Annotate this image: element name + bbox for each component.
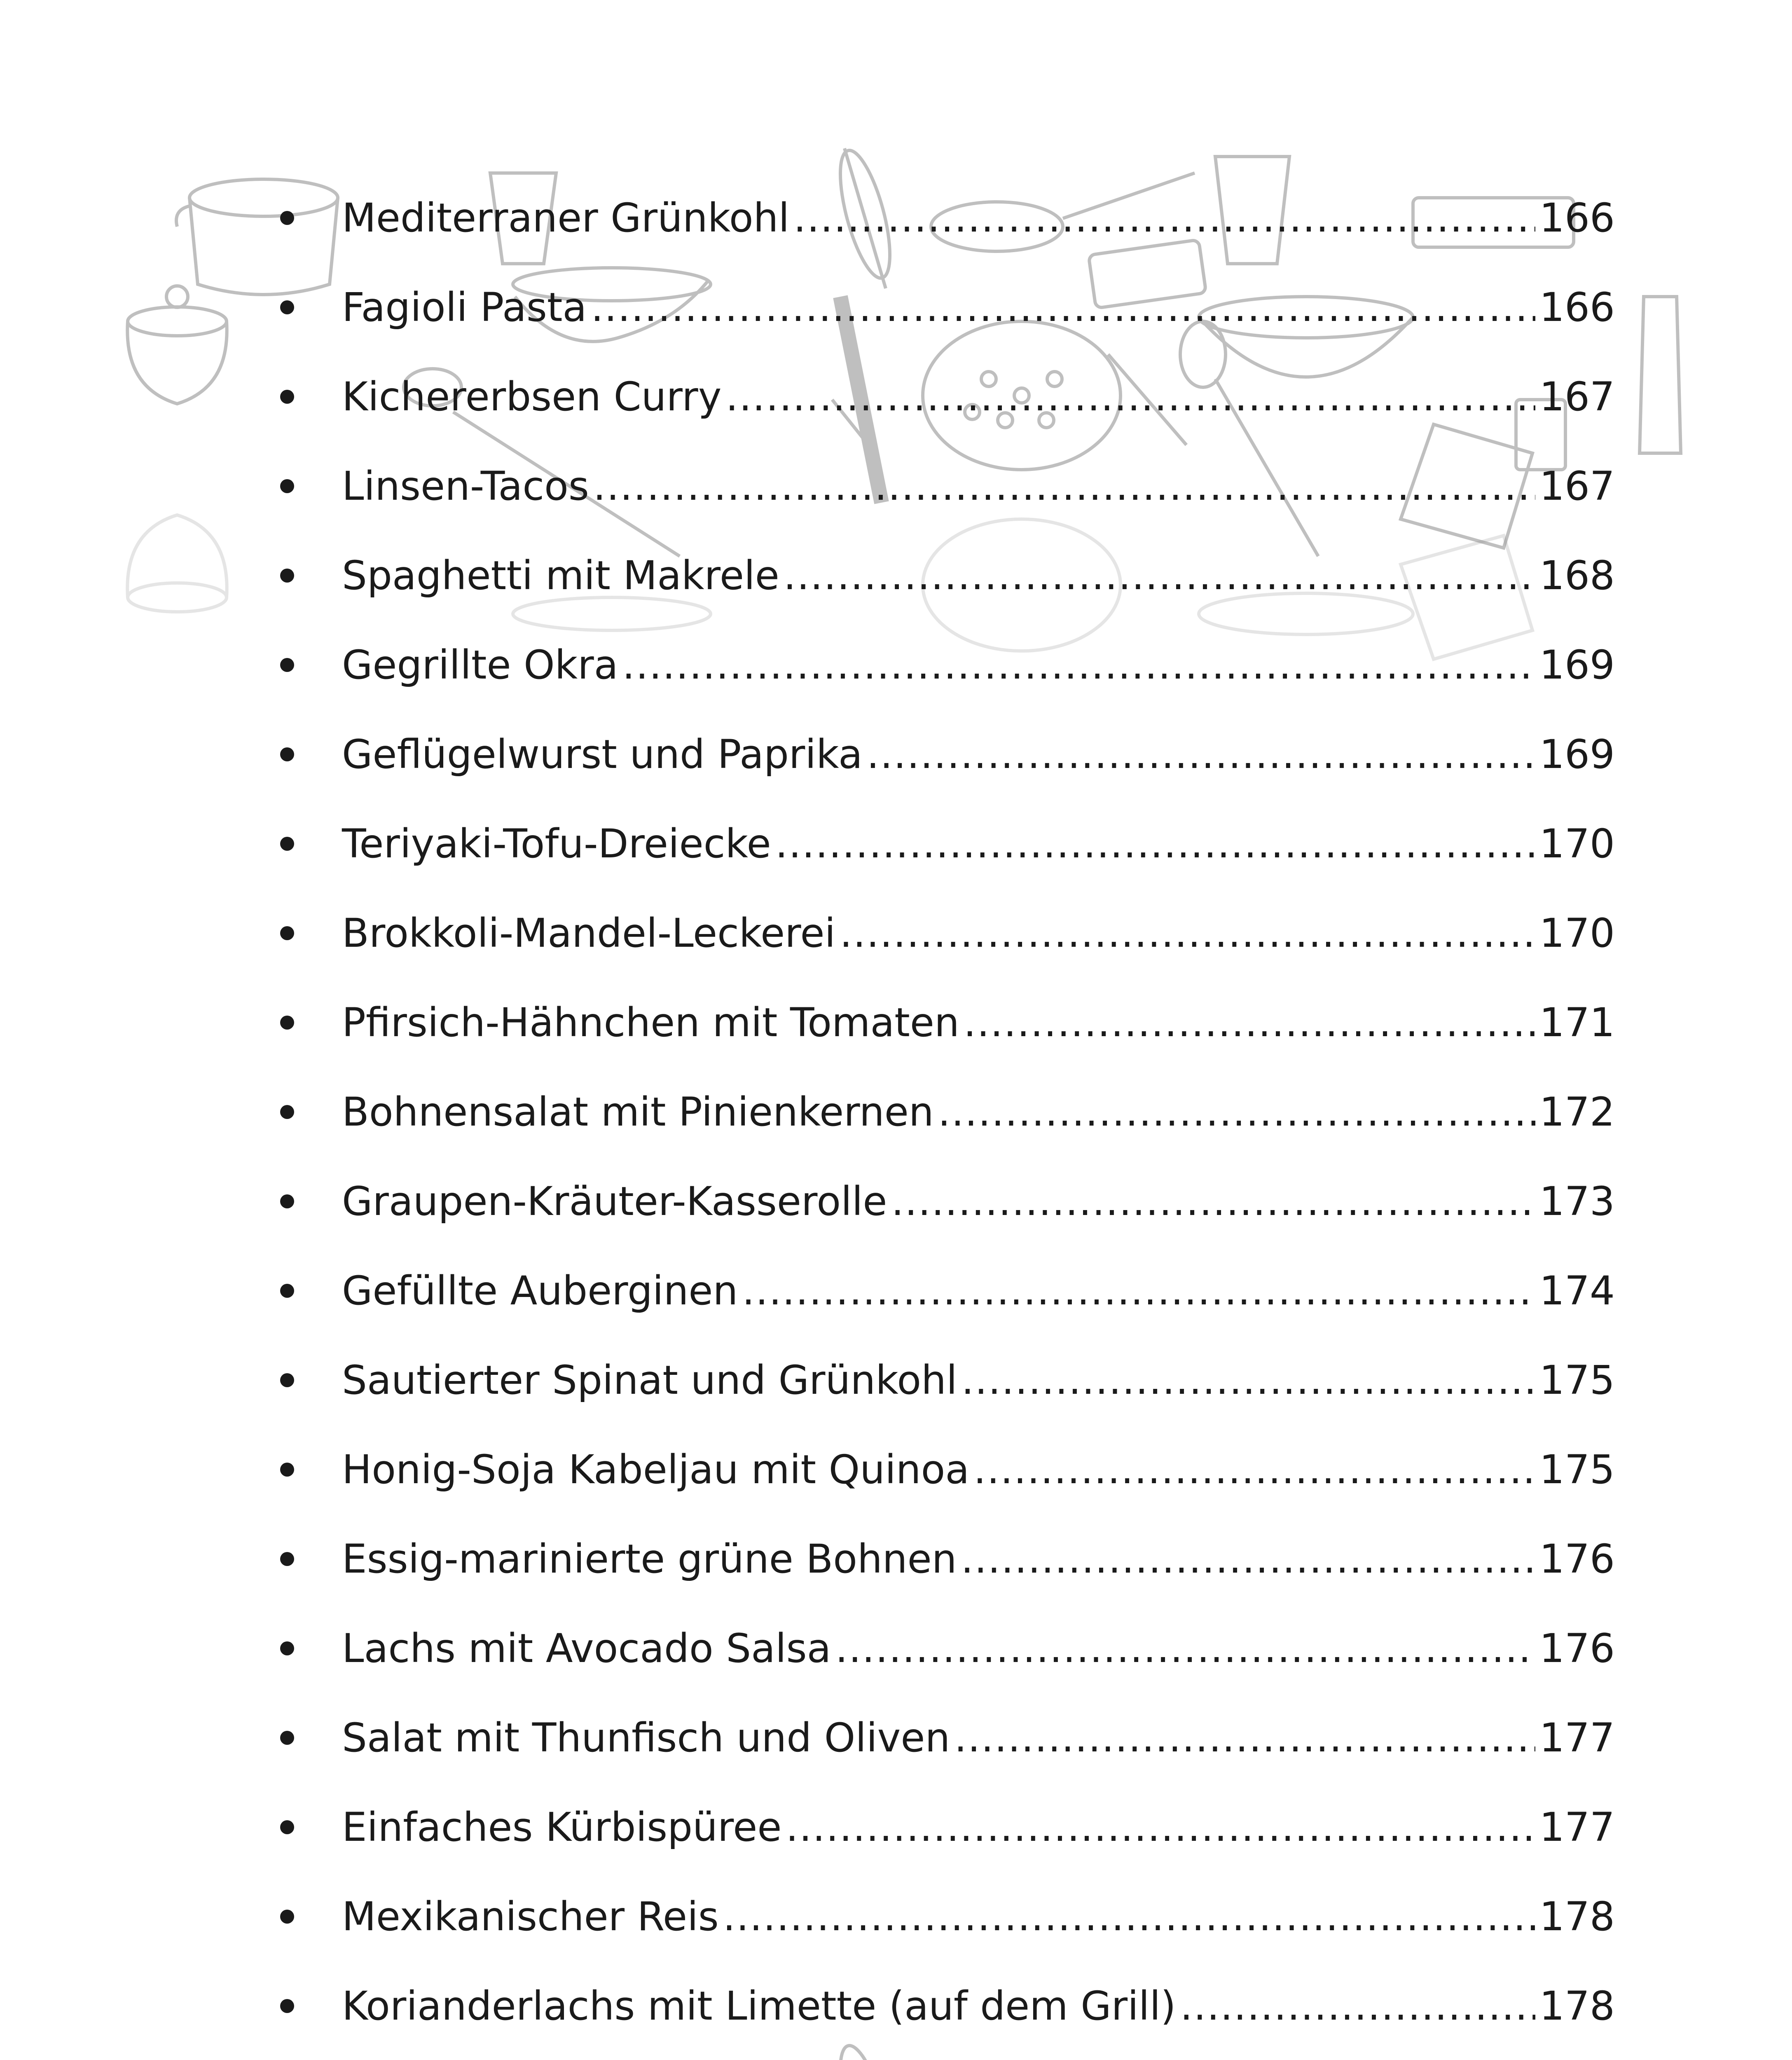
- dot-leader: [961, 1539, 1535, 1579]
- bullet-icon: [280, 569, 294, 583]
- toc-entry-line: [342, 1446, 1615, 1493]
- toc-entry[interactable]: [280, 620, 1615, 709]
- dot-leader: [793, 198, 1535, 238]
- bullet-icon: [280, 658, 294, 672]
- toc-entry-page-number: 175: [1539, 1446, 1615, 1493]
- toc-entry[interactable]: [280, 1693, 1615, 1782]
- toc-entry-page-number: 167: [1539, 373, 1615, 420]
- toc-entry-line: [342, 463, 1615, 509]
- toc-entry-title: Gegrillte Okra: [342, 641, 618, 688]
- toc-entry-title: Essig-marinierte grüne Bohnen: [342, 1536, 957, 1582]
- dot-leader: [622, 645, 1535, 685]
- dot-leader: [962, 1360, 1535, 1400]
- toc-entry[interactable]: [280, 1246, 1615, 1335]
- toc-entry-line: [342, 641, 1615, 688]
- toc-entry-page-number: 166: [1539, 284, 1615, 330]
- dot-leader: [867, 735, 1535, 774]
- toc-entry-line: [342, 1625, 1615, 1671]
- bullet-icon: [280, 211, 294, 225]
- toc-entry-page-number: 177: [1539, 1714, 1615, 1761]
- toc-entry-line: [342, 1804, 1615, 1850]
- toc-entry-line: [342, 284, 1615, 330]
- toc-entry[interactable]: [280, 441, 1615, 531]
- toc-entry-page-number: 172: [1539, 1089, 1615, 1135]
- bullet-icon: [280, 1373, 294, 1387]
- dot-leader: [973, 1450, 1535, 1489]
- toc-entry-line: [342, 1714, 1615, 1761]
- bullet-icon: [280, 1641, 294, 1655]
- dot-leader: [775, 824, 1535, 864]
- toc-entry-title: Kichererbsen Curry: [342, 373, 722, 420]
- toc-entry-title: Salat mit Thunfisch und Oliven: [342, 1714, 950, 1761]
- toc-entry-title: Brokkoli-Mandel-Leckerei: [342, 910, 836, 956]
- dot-leader: [723, 1897, 1535, 1936]
- toc-entry-line: [342, 552, 1615, 599]
- bullet-icon: [280, 1731, 294, 1745]
- toc-entry[interactable]: [280, 1604, 1615, 1693]
- table-of-contents: [280, 173, 1615, 2060]
- toc-entry-line: [342, 731, 1615, 777]
- toc-entry-line: [342, 373, 1615, 420]
- toc-entry-title: Fagioli Pasta: [342, 284, 587, 330]
- toc-entry-title: Sautierter Spinat und Grünkohl: [342, 1357, 957, 1403]
- toc-entry-page-number: 175: [1539, 1357, 1615, 1403]
- toc-entry[interactable]: [280, 799, 1615, 888]
- toc-entry-title: Korianderlachs mit Limette (auf dem Grill): [342, 1983, 1176, 2029]
- toc-entry-title: Mediterraner Grünkohl: [342, 194, 790, 241]
- toc-entry-title: Lachs mit Avocado Salsa: [342, 1625, 831, 1671]
- toc-entry-page-number: 173: [1539, 1178, 1615, 1224]
- toc-entry-line: [342, 1178, 1615, 1224]
- toc-entry-page-number: 170: [1539, 910, 1615, 956]
- toc-entry-page-number: 169: [1539, 641, 1615, 688]
- toc-entry-line: [342, 910, 1615, 956]
- dot-leader: [726, 377, 1535, 417]
- toc-entry-line: [342, 1089, 1615, 1135]
- toc-entry-page-number: 167: [1539, 463, 1615, 509]
- bullet-icon: [280, 390, 294, 404]
- bullet-icon: [280, 1999, 294, 2013]
- dot-leader: [784, 556, 1535, 595]
- toc-entry[interactable]: [280, 1514, 1615, 1604]
- toc-entry[interactable]: [280, 1782, 1615, 1872]
- toc-entry-title: Bohnensalat mit Pinienkernen: [342, 1089, 934, 1135]
- toc-entry-title: Linsen-Tacos: [342, 463, 589, 509]
- bullet-icon: [280, 1016, 294, 1030]
- toc-entry[interactable]: [280, 2051, 1615, 2060]
- toc-entry[interactable]: [280, 1156, 1615, 1246]
- bullet-icon: [280, 837, 294, 851]
- bullet-icon: [280, 926, 294, 940]
- dot-leader: [891, 1182, 1535, 1221]
- bullet-icon: [280, 479, 294, 493]
- toc-entry-line: [342, 1357, 1615, 1403]
- toc-entry-title: Honig-Soja Kabeljau mit Quinoa: [342, 1446, 970, 1493]
- dot-leader: [593, 466, 1535, 506]
- dot-leader: [835, 1629, 1535, 1668]
- toc-entry-line: [342, 1893, 1615, 1940]
- toc-entry-title: Pfirsich-Hähnchen mit Tomaten: [342, 999, 959, 1046]
- bullet-icon: [280, 747, 294, 761]
- toc-entry-line: [342, 1983, 1615, 2029]
- toc-entry[interactable]: [280, 531, 1615, 620]
- bullet-icon: [280, 1463, 294, 1477]
- toc-entry-page-number: 169: [1539, 731, 1615, 777]
- toc-entry-page-number: 171: [1539, 999, 1615, 1046]
- toc-entry-title: Graupen-Kräuter-Kasserolle: [342, 1178, 887, 1224]
- bullet-icon: [280, 1820, 294, 1834]
- toc-entry-page-number: 176: [1539, 1625, 1615, 1671]
- bullet-icon: [280, 1194, 294, 1208]
- dot-leader: [938, 1092, 1535, 1132]
- toc-entry-page-number: 178: [1539, 1983, 1615, 2029]
- toc-entry-title: Mexikanischer Reis: [342, 1893, 719, 1940]
- toc-entry-page-number: 178: [1539, 1893, 1615, 1940]
- toc-entry-title: Spaghetti mit Makrele: [342, 552, 779, 599]
- dot-leader: [786, 1807, 1535, 1847]
- toc-entry-line: [342, 194, 1615, 241]
- toc-entry-line: [342, 1536, 1615, 1582]
- toc-entry[interactable]: [280, 262, 1615, 352]
- toc-entry-page-number: 176: [1539, 1536, 1615, 1582]
- toc-entry-page-number: 177: [1539, 1804, 1615, 1850]
- toc-entry-page-number: 170: [1539, 820, 1615, 867]
- dot-leader: [742, 1271, 1535, 1311]
- bullet-icon: [280, 1552, 294, 1566]
- toc-entry[interactable]: [280, 888, 1615, 978]
- dot-leader: [591, 288, 1535, 327]
- toc-entry[interactable]: [280, 1961, 1615, 2051]
- toc-entry[interactable]: [280, 1335, 1615, 1425]
- dot-leader: [1180, 1986, 1535, 2026]
- toc-entry[interactable]: [280, 1067, 1615, 1156]
- toc-entry-title: Gefüllte Auberginen: [342, 1267, 738, 1314]
- toc-entry[interactable]: [280, 1425, 1615, 1514]
- bullet-icon: [280, 300, 294, 314]
- bullet-icon: [280, 1105, 294, 1119]
- toc-entry[interactable]: [280, 1872, 1615, 1961]
- bullet-icon: [280, 1910, 294, 1924]
- toc-entry[interactable]: [280, 352, 1615, 441]
- toc-entry[interactable]: [280, 978, 1615, 1067]
- toc-entry[interactable]: [280, 709, 1615, 799]
- bullet-icon: [280, 1284, 294, 1298]
- toc-entry-page-number: 166: [1539, 194, 1615, 241]
- toc-entry[interactable]: [280, 173, 1615, 262]
- toc-entry-page-number: 168: [1539, 552, 1615, 599]
- toc-entry-line: [342, 820, 1615, 867]
- toc-entry-line: [342, 1267, 1615, 1314]
- toc-entry-page-number: 174: [1539, 1267, 1615, 1314]
- toc-entry-title: Geflügelwurst und Paprika: [342, 731, 863, 777]
- toc-entry-title: Einfaches Kürbispüree: [342, 1804, 782, 1850]
- toc-entry-title: Teriyaki-Tofu-Dreiecke: [342, 820, 771, 867]
- dot-leader: [964, 1003, 1535, 1042]
- toc-entry-line: [342, 999, 1615, 1046]
- dot-leader: [840, 913, 1535, 953]
- dot-leader: [954, 1718, 1535, 1758]
